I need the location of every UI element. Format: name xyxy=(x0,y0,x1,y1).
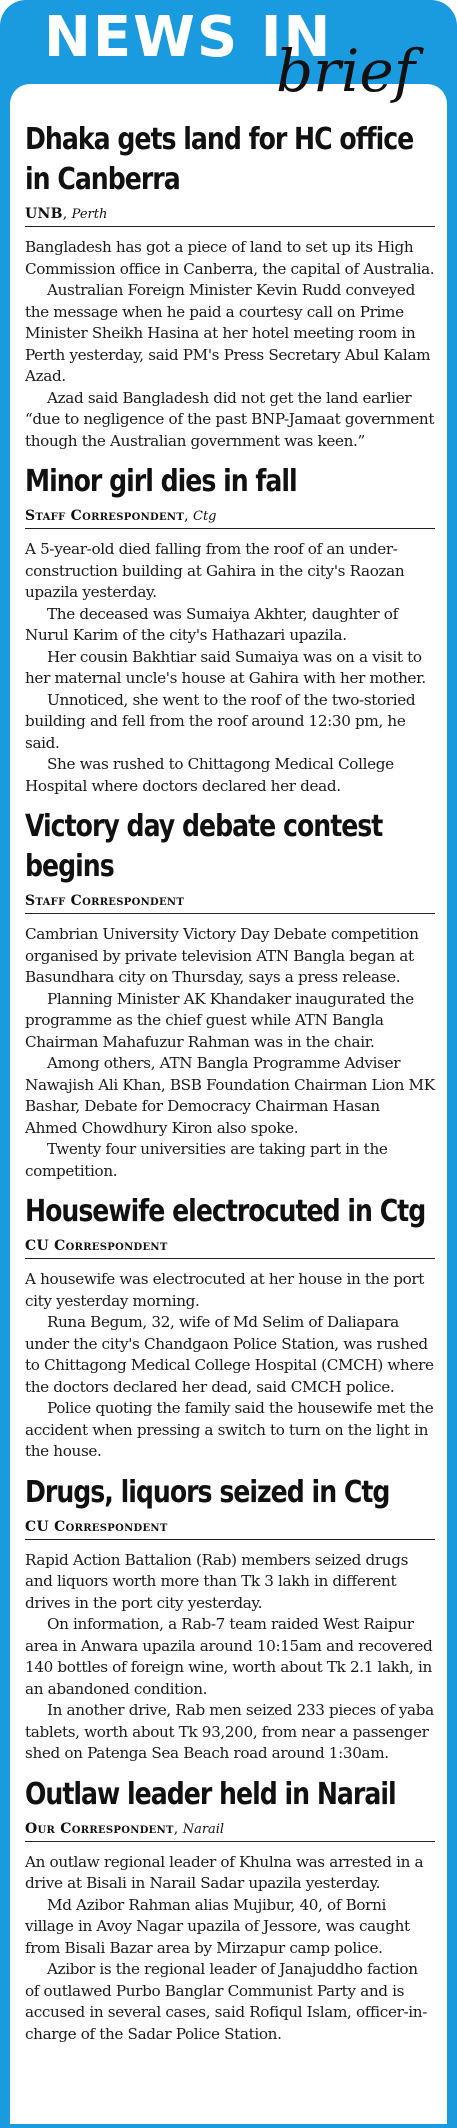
byline-place: Narail xyxy=(182,1821,225,1837)
story-paragraph: Police quoting the family said the housewife met the accident when pressing a switch to turn on the light in the house. xyxy=(25,1399,434,1460)
story-headline: Drugs, liquors seized in Ctg xyxy=(25,1474,390,1510)
byline-desk: CU Correspondent xyxy=(25,1238,168,1254)
story-byline xyxy=(25,887,435,914)
story-paragraph: She was rushed to Chittagong Medical College Hospital where doctors declared her dead. xyxy=(25,755,394,795)
story-paragraph: Azad said Bangladesh did not get the land earlier “due to negligence of the past BNP-Jamaat government though the Australian government was keen.” xyxy=(25,388,435,450)
story-byline xyxy=(25,502,435,529)
story-paragraph: Rapid Action Battalion (Rab) members seized drugs and liquors worth more than Tk 3 lakh in different drives in the port city yesterday. xyxy=(25,1550,409,1612)
story-housewife-electrocuted xyxy=(25,1192,435,1463)
byline-desk: Our Correspondent xyxy=(25,1820,174,1837)
byline-place: Ctg xyxy=(193,509,217,524)
byline-place: Perth xyxy=(71,207,108,222)
story-paragraph: Twenty four universities are taking part in the competition. xyxy=(25,1140,388,1180)
story-headline: Minor girl dies in fall xyxy=(25,464,297,499)
story-paragraph: Md Azibor Rahman alias Mujibur, 40, of Borni village in Avoy Nagar upazila of Jessore, was caught from Bisali Bazar area by Mirzapur camp police. xyxy=(25,1895,410,1957)
story-paragraph: Among others, ATN Bangla Programme Adviser Nawajish Ali Khan, BSB Foundation Chairman Lion MK Bashar, Debate for Democracy Chairman Hasan Ahmed Chowdhury Kiron also spoke. xyxy=(25,1054,435,1137)
story-paragraph: The deceased was Sumaiya Akhter, daughter of Nurul Karim of the city's Hathazari upazila. xyxy=(25,604,398,644)
story-paragraph: On information, a Rab-7 team raided West Raipur area in Anwara upazila around 10:15am and recovered 140 bottles of foreign wine, worth about Tk 2.1 lakh, in an abandoned condition. xyxy=(25,1615,433,1698)
story-paragraph: Cambrian University Victory Day Debate competition organised by private television ATN Bangla began at Basundhara city on Thursday, says a press release. xyxy=(25,925,419,986)
story-debate-contest xyxy=(25,807,435,1182)
story-minor-girl xyxy=(25,462,435,797)
story-paragraph: Unnoticed, she went to the roof of the two-storied building and fell from the roof around 12:30 pm, he said. xyxy=(25,690,416,752)
byline-separator: , xyxy=(173,1820,183,1837)
story-byline xyxy=(25,1513,435,1540)
story-byline xyxy=(25,1232,435,1259)
story-paragraph: Bangladesh has got a piece of land to set up its High Commission office in Canberra, the capital of Australia. xyxy=(25,238,435,278)
story-headline: Dhaka gets land for HC office in Canberra xyxy=(25,122,414,197)
story-headline: Outlaw leader held in Narail xyxy=(25,1776,396,1812)
story-outlaw-leader xyxy=(25,1775,435,2046)
byline-desk: Staff Correspondent xyxy=(25,893,185,909)
story-drugs-seized xyxy=(25,1473,435,1765)
story-byline xyxy=(25,1815,435,1842)
story-headline: Victory day debate contest begins xyxy=(25,809,383,884)
story-headline: Housewife electrocuted in Ctg xyxy=(25,1194,426,1229)
story-paragraph: A 5-year-old died falling from the roof of an under-construction building at Gahira in the city's Raozan upazila yesterday. xyxy=(25,540,405,601)
byline-desk: CU Correspondent xyxy=(25,1518,168,1535)
byline-separator: , xyxy=(184,508,194,524)
story-paragraph: An outlaw regional leader of Khulna was arrested in a drive at Bisali in Narail Sadar upazila yesterday. xyxy=(25,1852,424,1892)
story-paragraph: Azibor is the regional leader of Janajuddho faction of outlawed Purbo Banglar Communist Party and is accused in several cases, said Rofiqul Islam, officer-in-charge of the Sadar Police Station. xyxy=(25,1960,428,2043)
byline-desk: UNB xyxy=(25,206,63,222)
story-paragraph: Australian Foreign Minister Kevin Rudd conveyed the message when he paid a courtesy call on Prime Minister Sheikh Hasina at her hotel meeting room in Perth yesterday, said PM's Press Secretary Abul Kalam Azad. xyxy=(25,281,431,385)
story-paragraph: A housewife was electrocuted at her house in the port city yesterday morning. xyxy=(25,1270,425,1310)
story-byline xyxy=(25,200,435,227)
byline-desk: Staff Correspondent xyxy=(25,508,185,524)
byline-separator: , xyxy=(62,206,72,222)
story-paragraph: In another drive, Rab men seized 233 pieces of yaba tablets, worth about Tk 93,200, from near a passenger shed on Patenga Sea Beach road around 1:30am. xyxy=(25,1701,434,1762)
story-dhaka-land xyxy=(25,120,435,452)
story-paragraph: Runa Begum, 32, wife of Md Selim of Daliapara under the city's Chandgaon Police Station, was rushed to Chittagong Medical College Hospital (CMCH) where the doctors declared her dead, said CMCH police. xyxy=(25,1313,434,1396)
story-paragraph: Her cousin Bakhtiar said Sumaiya was on a visit to her maternal uncle's house at Gahira with her mother. xyxy=(25,647,426,687)
story-paragraph: Planning Minister AK Khandaker inaugurated the programme as the chief guest while ATN Bangla Chairman Mahafuzur Rahman was in the chair. xyxy=(25,989,414,1051)
masthead-news-label: NEWS IN xyxy=(44,5,333,70)
content-panel xyxy=(10,84,447,2124)
masthead-brief-label: brief xyxy=(276,37,416,105)
